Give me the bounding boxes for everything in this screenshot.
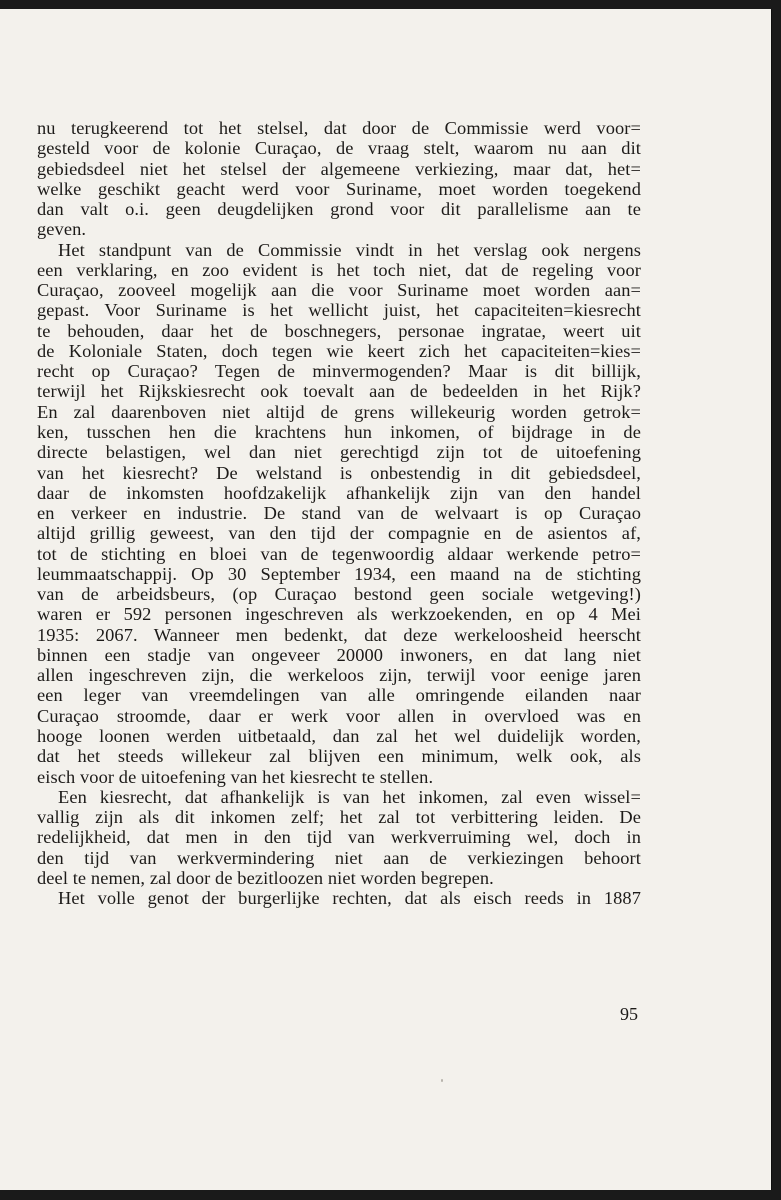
- page-number: 95: [620, 1004, 638, 1024]
- text-line-3: gebiedsdeel niet het stelsel der algemeene verkiezing, maar dat, het=: [37, 158, 641, 179]
- text-line-39: Het volle genot der burgerlijke rechten, dat als eisch reeds in 1887: [58, 888, 641, 909]
- book-page: [0, 9, 772, 1190]
- text-line-29: een leger van vreemdelingen van alle omringende eilanden naar: [37, 685, 641, 706]
- text-line-22: tot de stichting en bloei van de tegenwoordig aldaar werkende petro=: [37, 543, 641, 564]
- text-line-8: een verklaring, en zoo evident is het toch niet, dat de regeling voor: [37, 259, 641, 280]
- text-line-35: vallig zijn als dit inkomen zelf; het zal tot verbittering leiden. De: [37, 807, 641, 828]
- text-line-12: de Koloniale Staten, doch tegen wie keert zich het capaciteiten=kies=: [37, 340, 641, 361]
- text-line-28: allen ingeschreven zijn, die werkeloos zijn, terwijl voor eenige jaren: [37, 665, 641, 686]
- text-line-31: hooge loonen werden uitbetaald, dan zal het wel duidelijk worden,: [37, 725, 641, 746]
- text-line-27: binnen een stadje van ongeveer 20000 inwoners, en dat lang niet: [37, 644, 641, 665]
- text-line-10: gepast. Voor Suriname is het wellicht juist, het capaciteiten=kiesrecht: [37, 300, 641, 321]
- text-line-36: redelijkheid, dat men in den tijd van werkverruiming wel, doch in: [37, 827, 641, 848]
- text-line-24: van de arbeidsbeurs, (op Curaçao bestond geen sociale wetgeving!): [37, 584, 641, 605]
- text-line-37: den tijd van werkvermindering niet aan de verkiezingen behoort: [37, 847, 641, 868]
- text-line-18: van het kiesrecht? De welstand is onbestendig in dit gebiedsdeel,: [37, 462, 641, 483]
- text-line-4: welke geschikt geacht werd voor Suriname, moet worden toegekend: [37, 178, 641, 199]
- text-line-2: gesteld voor de kolonie Curaçao, de vraag stelt, waarom nu aan dit: [37, 138, 641, 159]
- text-line-26: 1935: 2067. Wanneer men bedenkt, dat deze werkeloosheid heerscht: [37, 624, 641, 645]
- text-line-34: Een kiesrecht, dat afhankelijk is van het inkomen, zal even wissel=: [58, 786, 641, 807]
- text-line-33: eisch voor de uitoefening van het kiesrecht te stellen.: [37, 766, 434, 787]
- text-line-1: nu terugkeerend tot het stelsel, dat door de Commissie werd voor=: [37, 118, 641, 138]
- text-line-20: en verkeer en industrie. De stand van de welvaart is op Curaçao: [37, 503, 641, 524]
- text-line-15: En zal daarenboven niet altijd de grens willekeurig worden getrok=: [37, 401, 641, 422]
- text-line-11: te behouden, daar het de boschnegers, personae ingratae, weert uit: [37, 320, 641, 341]
- text-line-30: Curaçao stroomde, daar er werk voor allen in overvloed was en: [37, 705, 641, 726]
- paper-speck: [441, 1079, 443, 1082]
- text-line-9: Curaçao, zooveel mogelijk aan die voor Suriname moet worden aan=: [37, 280, 641, 301]
- text-line-25: waren er 592 personen ingeschreven als werkzoekenden, en op 4 Mei: [37, 604, 641, 625]
- text-line-19: daar de inkomsten hoofdzakelijk afhankelijk zijn van den handel: [37, 482, 641, 503]
- text-line-13: recht op Curaçao? Tegen de minvermogenden? Maar is dit billijk,: [37, 361, 641, 382]
- text-line-7: Het standpunt van de Commissie vindt in het verslag ook nergens: [58, 239, 641, 260]
- text-line-38: deel te nemen, zal door de bezitloozen niet worden begrepen.: [37, 867, 494, 888]
- text-line-23: leummaatschappij. Op 30 September 1934, een maand na de stichting: [37, 563, 641, 584]
- text-line-5: dan valt o.i. geen deugdelijken grond voor dit parallelisme aan te: [37, 199, 641, 220]
- body-text: [37, 118, 641, 908]
- text-line-32: dat het steeds willekeur zal blijven een minimum, welk ook, als: [37, 746, 641, 767]
- text-line-21: altijd grillig geweest, van den tijd der compagnie en de asientos af,: [37, 523, 641, 544]
- text-line-17: directe belastigen, wel dan niet gerechtigd zijn tot de uitoefening: [37, 442, 641, 463]
- text-line-6: geven.: [37, 219, 87, 240]
- text-line-16: ken, tusschen hen die krachtens hun inkomen, of bijdrage in de: [37, 421, 641, 442]
- text-line-14: terwijl het Rijkskiesrecht ook toevalt aan de bedeelden in het Rijk?: [37, 381, 641, 402]
